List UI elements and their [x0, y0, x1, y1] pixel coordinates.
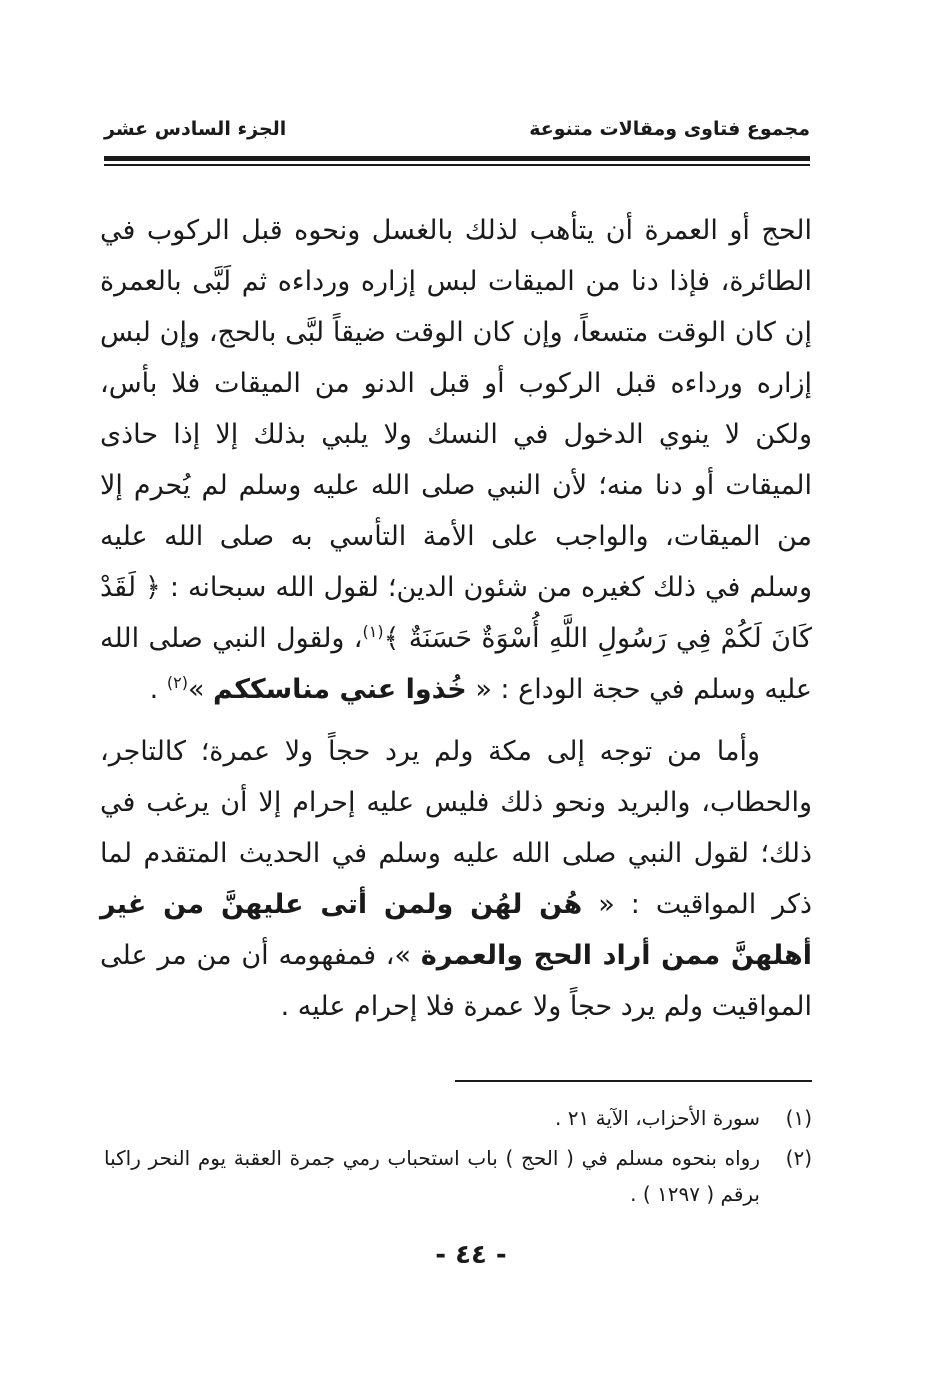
paragraph-1-text-d: .	[149, 674, 167, 705]
footnote-ref-1: (١)	[362, 622, 384, 641]
footnote-1	[104, 1100, 812, 1136]
footnote-1-number: (١)	[785, 1106, 812, 1130]
footnote-1-text: سورة الأحزاب، الآية ٢١ .	[555, 1106, 760, 1130]
header-rule-thick	[104, 156, 810, 161]
header-rule-thin	[104, 164, 810, 166]
footnote-2-text: رواه بنحوه مسلم في ( الحج ) باب استحباب رمي جمرة العقبة يوم النحر راكبا برقم ( ١٢٩٧ ) .	[104, 1146, 760, 1206]
running-header	[104, 118, 810, 148]
paragraph-2-text-a: وأما من توجه إلى مكة ولم يرد حجاً ولا عمرة؛ كالتاجر، والحطاب، والبريد ونحو ذلك فليس عليه إحرام إلا أن يرغب في ذلك؛ لقول النبي صلى الله عليه وسلم في الحديث المتقدم لما ذكر المواقيت : «	[100, 736, 812, 920]
hadith-quote-2: هُن لهُن ولمن أتى عليهنَّ من غير أهلهنَّ ممن أراد الحج والعمرة	[100, 889, 812, 971]
hadith-quote-1: خُذوا عني مناسككم	[213, 674, 467, 705]
paragraph-2-text-b: »، فمفهومه أن من مر على المواقيت ولم يرد حجاً ولا عمرة فلا إحرام عليه .	[100, 940, 812, 1022]
paragraph-1-text-b: ، ولقول النبي صلى الله عليه وسلم في حجة الوداع : «	[100, 623, 812, 705]
page-number: - ٤٤ -	[435, 1240, 507, 1270]
volume-title: الجزء السادس عشر	[104, 118, 287, 140]
book-title: مجموع فتاوى ومقالات متنوعة	[529, 118, 810, 140]
paragraph-2	[100, 726, 812, 1032]
paragraph-1-text-a: الحج أو العمرة أن يتأهب لذلك بالغسل ونحوه قبل الركوب في الطائرة، فإذا دنا من الميقات لبس إزاره ورداءه ثم لَبَّى بالعمرة إن كان الوقت متسعاً، وإن كان الوقت ضيقاً لبَّى بالحج، وإن لبس إزاره ورداءه قبل الركوب أو قبل الدنو من الميقات فلا بأس، ولكن لا ينوي الدخول في النسك ولا يلبي بذلك إلا إذا حاذى الميقات أو دنا منه؛ لأن النبي صلى الله عليه وسلم لم يُحرم إلا من الميقات، والواجب على الأمة التأسي به صلى الله عليه وسلم في ذلك كغيره من شئون الدين؛ لقول الله سبحانه :	[100, 215, 812, 603]
paragraph-1-text-c: »	[187, 674, 214, 705]
paragraph-1	[100, 205, 812, 715]
main-text	[100, 205, 812, 1032]
footnote-2-number: (٢)	[785, 1146, 812, 1170]
footnote-rule	[455, 1080, 812, 1082]
footnotes	[104, 1100, 812, 1212]
quran-verse: ﴿ لَقَدْ كَانَ لَكُمْ فِي رَسُولِ اللَّهِ أُسْوَةٌ حَسَنَةٌ ﴾	[100, 572, 813, 654]
footnote-ref-2: (٢)	[166, 673, 188, 692]
footnote-2	[104, 1140, 812, 1212]
